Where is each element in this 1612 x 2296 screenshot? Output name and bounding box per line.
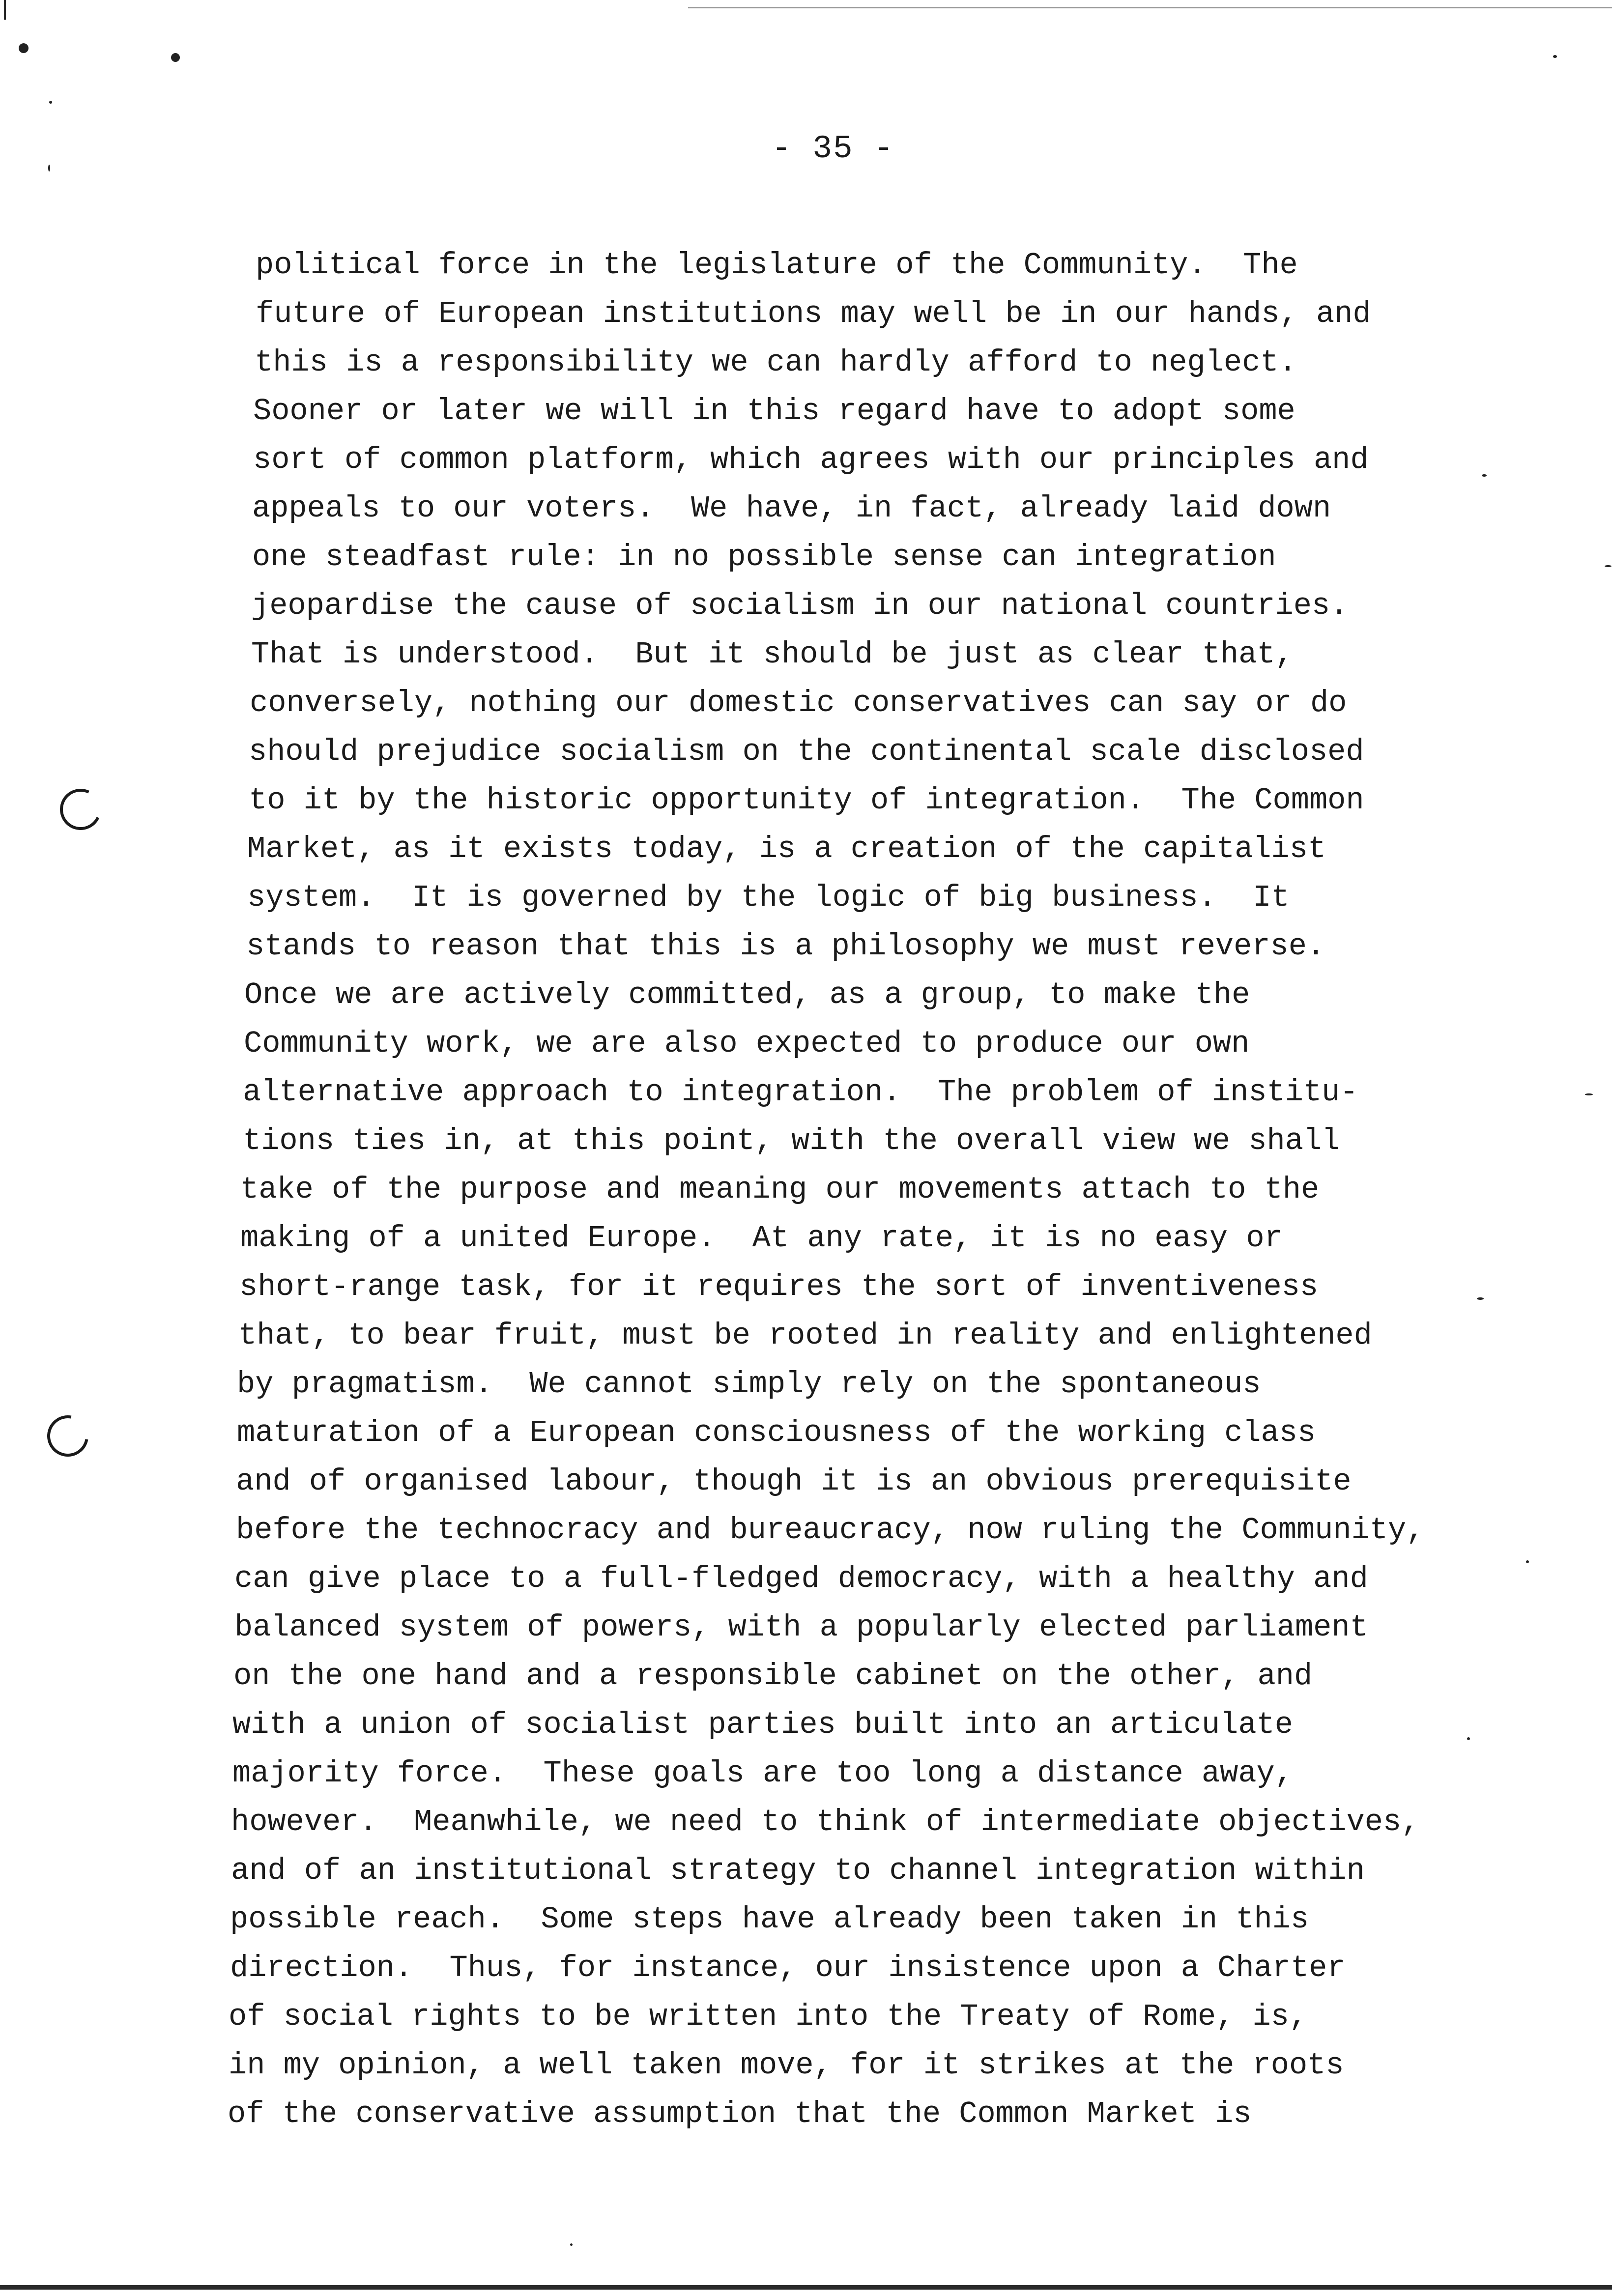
margin-speck	[49, 101, 52, 104]
text-line: one steadfast rule: in no possible sense can integration	[252, 540, 1276, 574]
text-line: jeopardise the cause of socialism in our national countries.	[251, 588, 1349, 623]
margin-speck	[1605, 565, 1612, 567]
margin-speck	[1553, 55, 1557, 58]
body-text	[228, 241, 1600, 2138]
text-line: Market, as it exists today, is a creation of the capitalist	[247, 832, 1326, 866]
binder-dot	[19, 43, 29, 53]
text-line: and of organised labour, though it is an obvious prerequisite	[236, 1464, 1352, 1499]
text-line: take of the purpose and meaning our movements attach to the	[240, 1172, 1320, 1207]
text-line: of social rights to be written into the Treaty of Rome, is,	[229, 1999, 1308, 2034]
text-line: of the conservative assumption that the Common Market is	[228, 2096, 1252, 2131]
page-number: - 35 -	[772, 130, 894, 167]
text-line: and of an institutional strategy to channel integration within	[231, 1853, 1365, 1888]
text-line: that, to bear fruit, must be rooted in reality and enlightened	[238, 1318, 1372, 1353]
text-line: conversely, nothing our domestic conservatives can say or do	[250, 686, 1347, 720]
text-line: Community work, we are also expected to produce our own	[244, 1026, 1250, 1061]
text-line: That is understood. But it should be just as clear that,	[251, 637, 1294, 672]
punch-hole-lower	[39, 1407, 97, 1465]
text-line: system. It is governed by the logic of big business. It	[247, 880, 1290, 915]
text-line: short-range task, for it requires the sort of inventiveness	[239, 1269, 1319, 1304]
text-line: possible reach. Some steps have already been taken in this	[230, 1902, 1309, 1937]
text-line: by pragmatism. We cannot simply rely on the spontaneous	[237, 1367, 1261, 1402]
text-line: alternative approach to integration. The problem of institu-	[243, 1075, 1358, 1110]
text-line: with a union of socialist parties built into an articulate	[232, 1707, 1293, 1742]
bottom-scan-edge	[0, 2285, 1612, 2290]
text-line: tions ties in, at this point, with the overall view we shall	[243, 1123, 1340, 1158]
text-line: to it by the historic opportunity of integration. The Common	[249, 783, 1364, 818]
text-line: stands to reason that this is a philosophy we must reverse.	[246, 929, 1325, 964]
text-line: direction. Thus, for instance, our insistence upon a Charter	[230, 1951, 1346, 1985]
text-line: balanced system of powers, with a popularly elected parliament	[234, 1610, 1368, 1645]
text-line: can give place to a full-fledged democracy, with a healthy and	[234, 1561, 1368, 1596]
punch-hole-upper	[54, 783, 107, 836]
text-line: Once we are actively committed, as a group, to make the	[244, 977, 1250, 1012]
text-line: this is a responsibility we can hardly afford to neglect.	[255, 345, 1297, 380]
text-line: majority force. These goals are too long a distance away,	[232, 1756, 1293, 1791]
text-line: sort of common platform, which agrees with our principles and	[253, 442, 1369, 477]
margin-speck	[570, 2243, 573, 2246]
text-line: maturation of a European consciousness of the working class	[237, 1415, 1316, 1450]
left-scan-mark	[4, 0, 6, 20]
text-line: appeals to our voters. We have, in fact, already laid down	[252, 491, 1331, 526]
top-scan-edge	[688, 7, 1612, 8]
text-line: however. Meanwhile, we need to think of intermediate objectives,	[231, 1805, 1420, 1839]
binder-dot	[171, 53, 180, 62]
text-line: political force in the legislature of the Community. The	[256, 248, 1298, 283]
text-line: should prejudice socialism on the continental scale disclosed	[249, 734, 1364, 769]
text-line: before the technocracy and bureaucracy, now ruling the Community,	[236, 1513, 1425, 1548]
text-line: making of a united Europe. At any rate, it is no easy or	[240, 1221, 1283, 1256]
text-line: future of European institutions may well be in our hands, and	[256, 296, 1371, 331]
text-line: Sooner or later we will in this regard have to adopt some	[253, 394, 1295, 429]
text-line: in my opinion, a well taken move, for it strikes at the roots	[229, 2048, 1344, 2083]
text-line: on the one hand and a responsible cabinet on the other, and	[233, 1659, 1313, 1693]
